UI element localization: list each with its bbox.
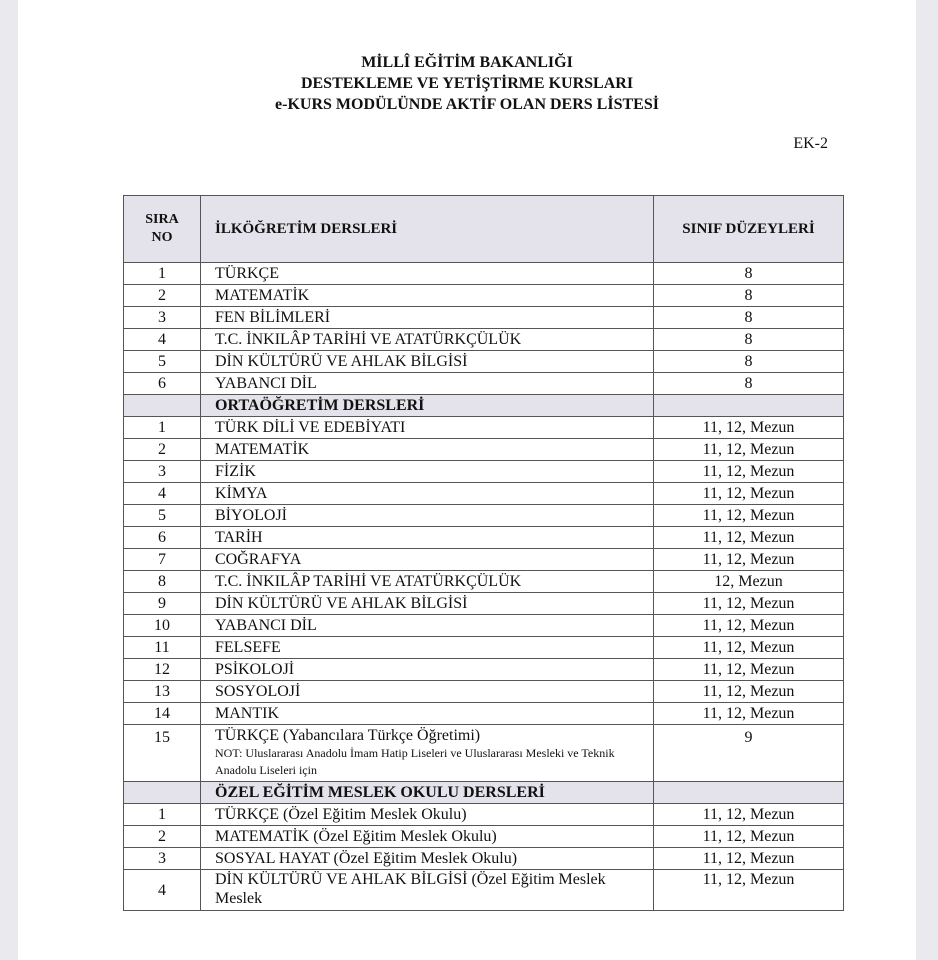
- table-row: [124, 373, 844, 395]
- row-course-name: MATEMATİK: [201, 439, 654, 461]
- section-cell-empty: [124, 395, 201, 417]
- section-row-special: [124, 782, 844, 804]
- row-course-name: MANTIK: [201, 703, 654, 725]
- table-row: [124, 615, 844, 637]
- row-level: 11, 12, Mezun: [654, 703, 844, 725]
- table-row: [124, 870, 844, 911]
- row-level: 8: [654, 351, 844, 373]
- row-no: 1: [124, 417, 201, 439]
- row-level: 11, 12, Mezun: [654, 549, 844, 571]
- row-no: 2: [124, 826, 201, 848]
- row-level: 8: [654, 329, 844, 351]
- row-no: 1: [124, 804, 201, 826]
- row-level: 11, 12, Mezun: [654, 527, 844, 549]
- row-course-with-note: [201, 725, 654, 782]
- row-course-name: FİZİK: [201, 461, 654, 483]
- table-row: [124, 725, 844, 782]
- table-row: [124, 483, 844, 505]
- row-course-name: SOSYAL HAYAT (Özel Eğitim Meslek Okulu): [201, 848, 654, 870]
- document-page: [18, 0, 916, 960]
- secondary-courses-body: [124, 417, 844, 725]
- row-level: 8: [654, 307, 844, 329]
- course-table: [123, 195, 844, 911]
- secondary-row-15: [124, 725, 844, 804]
- row-no: 1: [124, 263, 201, 285]
- row-level: 8: [654, 373, 844, 395]
- row-no: 10: [124, 615, 201, 637]
- row-course-name: SOSYOLOJİ: [201, 681, 654, 703]
- row-course-name: FEN BİLİMLERİ: [201, 307, 654, 329]
- table-row: [124, 329, 844, 351]
- section-title-secondary: ORTAÖĞRETİM DERSLERİ: [201, 395, 654, 417]
- row-level: 11, 12, Mezun: [654, 848, 844, 870]
- col-header-primary-courses: İLKÖĞRETİM DERSLERİ: [201, 196, 654, 263]
- table-row: [124, 307, 844, 329]
- table-row: [124, 848, 844, 870]
- col-header-no-line1: SIRA: [145, 212, 179, 227]
- row-no: 3: [124, 307, 201, 329]
- row-course-name-line2: Meslek: [215, 890, 263, 907]
- row-no: 15: [124, 725, 201, 782]
- table-row: [124, 417, 844, 439]
- row-no: 5: [124, 351, 201, 373]
- row-level: 11, 12, Mezun: [654, 826, 844, 848]
- row-no: 8: [124, 571, 201, 593]
- special-row-4: [124, 870, 844, 911]
- annex-label: EK-2: [793, 135, 828, 152]
- row-course-name-line1: DİN KÜLTÜRÜ VE AHLAK BİLGİSİ (Özel Eğitim Meslek: [215, 871, 606, 888]
- row-no: 2: [124, 285, 201, 307]
- row-course-name: TÜRKÇE (Yabancılara Türkçe Öğretimi): [215, 727, 481, 744]
- row-course-name: BİYOLOJİ: [201, 505, 654, 527]
- secondary-section: [124, 395, 844, 417]
- row-level: 11, 12, Mezun: [654, 417, 844, 439]
- col-header-no-line2: NO: [151, 230, 173, 245]
- row-no: 4: [124, 329, 201, 351]
- row-level: 11, 12, Mezun: [654, 483, 844, 505]
- primary-courses-body: [124, 263, 844, 395]
- table-row: [124, 527, 844, 549]
- row-level: 12, Mezun: [654, 571, 844, 593]
- list-title: e-KURS MODÜLÜNDE AKTİF OLAN DERS LİSTESİ: [275, 96, 659, 113]
- row-course-name: T.C. İNKILÂP TARİHİ VE ATATÜRKÇÜLÜK: [201, 329, 654, 351]
- table-row: [124, 659, 844, 681]
- special-courses-body: [124, 804, 844, 870]
- row-level: 11, 12, Mezun: [654, 461, 844, 483]
- section-cell-empty: [124, 782, 201, 804]
- row-level: 11, 12, Mezun: [654, 593, 844, 615]
- row-level: 11, 12, Mezun: [654, 637, 844, 659]
- row-course-name: MATEMATİK: [201, 285, 654, 307]
- row-no: 3: [124, 461, 201, 483]
- table-row: [124, 439, 844, 461]
- row-level: 8: [654, 263, 844, 285]
- section-title-special: ÖZEL EĞİTİM MESLEK OKULU DERSLERİ: [201, 782, 654, 804]
- row-level: 9: [654, 725, 844, 782]
- table-row: [124, 351, 844, 373]
- row-level: 8: [654, 285, 844, 307]
- table-row: [124, 461, 844, 483]
- table-row: [124, 263, 844, 285]
- row-no: 5: [124, 505, 201, 527]
- row-no: 6: [124, 373, 201, 395]
- row-course-name: YABANCI DİL: [201, 615, 654, 637]
- row-level: 11, 12, Mezun: [654, 870, 844, 911]
- row-no: 4: [124, 870, 201, 911]
- row-course-name: TÜRK DİLİ VE EDEBİYATI: [201, 417, 654, 439]
- row-no: 6: [124, 527, 201, 549]
- row-no: 9: [124, 593, 201, 615]
- row-course-name: DİN KÜLTÜRÜ VE AHLAK BİLGİSİ: [201, 593, 654, 615]
- row-no: 13: [124, 681, 201, 703]
- course-title: DESTEKLEME VE YETİŞTİRME KURSLARI: [300, 75, 634, 92]
- row-course-note: NOT: Uluslararası Anadolu İmam Hatip Liseleri ve Uluslararası Mesleki ve Teknik Anadolu Liseleri için: [215, 746, 615, 777]
- table-row: [124, 593, 844, 615]
- table-row: [124, 637, 844, 659]
- row-course-name: TARİH: [201, 527, 654, 549]
- row-level: 11, 12, Mezun: [654, 505, 844, 527]
- row-level: 11, 12, Mezun: [654, 439, 844, 461]
- row-course-name: MATEMATİK (Özel Eğitim Meslek Okulu): [201, 826, 654, 848]
- row-course-name: YABANCI DİL: [201, 373, 654, 395]
- row-course-name: [201, 870, 654, 911]
- row-level: 11, 12, Mezun: [654, 659, 844, 681]
- table-row: [124, 571, 844, 593]
- row-no: 14: [124, 703, 201, 725]
- row-level: 11, 12, Mezun: [654, 804, 844, 826]
- table-header-row: [124, 196, 844, 263]
- ministry-title: MİLLÎ EĞİTİM BAKANLIĞI: [361, 54, 573, 71]
- section-row-secondary: [124, 395, 844, 417]
- row-course-name: TÜRKÇE: [201, 263, 654, 285]
- row-course-name: DİN KÜLTÜRÜ VE AHLAK BİLGİSİ: [201, 351, 654, 373]
- table-row: [124, 285, 844, 307]
- col-header-grade-levels: SINIF DÜZEYLERİ: [654, 196, 844, 263]
- section-cell-empty: [654, 395, 844, 417]
- row-course-name: FELSEFE: [201, 637, 654, 659]
- table-row: [124, 505, 844, 527]
- row-no: 4: [124, 483, 201, 505]
- col-header-no: [124, 196, 201, 263]
- table-row: [124, 549, 844, 571]
- row-course-name: TÜRKÇE (Özel Eğitim Meslek Okulu): [201, 804, 654, 826]
- row-level: 11, 12, Mezun: [654, 681, 844, 703]
- row-course-name: KİMYA: [201, 483, 654, 505]
- row-no: 7: [124, 549, 201, 571]
- row-no: 11: [124, 637, 201, 659]
- row-no: 3: [124, 848, 201, 870]
- row-course-name: T.C. İNKILÂP TARİHİ VE ATATÜRKÇÜLÜK: [201, 571, 654, 593]
- row-no: 2: [124, 439, 201, 461]
- row-course-name: COĞRAFYA: [201, 549, 654, 571]
- row-course-name: PSİKOLOJİ: [201, 659, 654, 681]
- table-row: [124, 804, 844, 826]
- table-row: [124, 703, 844, 725]
- row-no: 12: [124, 659, 201, 681]
- row-level: 11, 12, Mezun: [654, 615, 844, 637]
- table-row: [124, 681, 844, 703]
- section-cell-empty: [654, 782, 844, 804]
- table-row: [124, 826, 844, 848]
